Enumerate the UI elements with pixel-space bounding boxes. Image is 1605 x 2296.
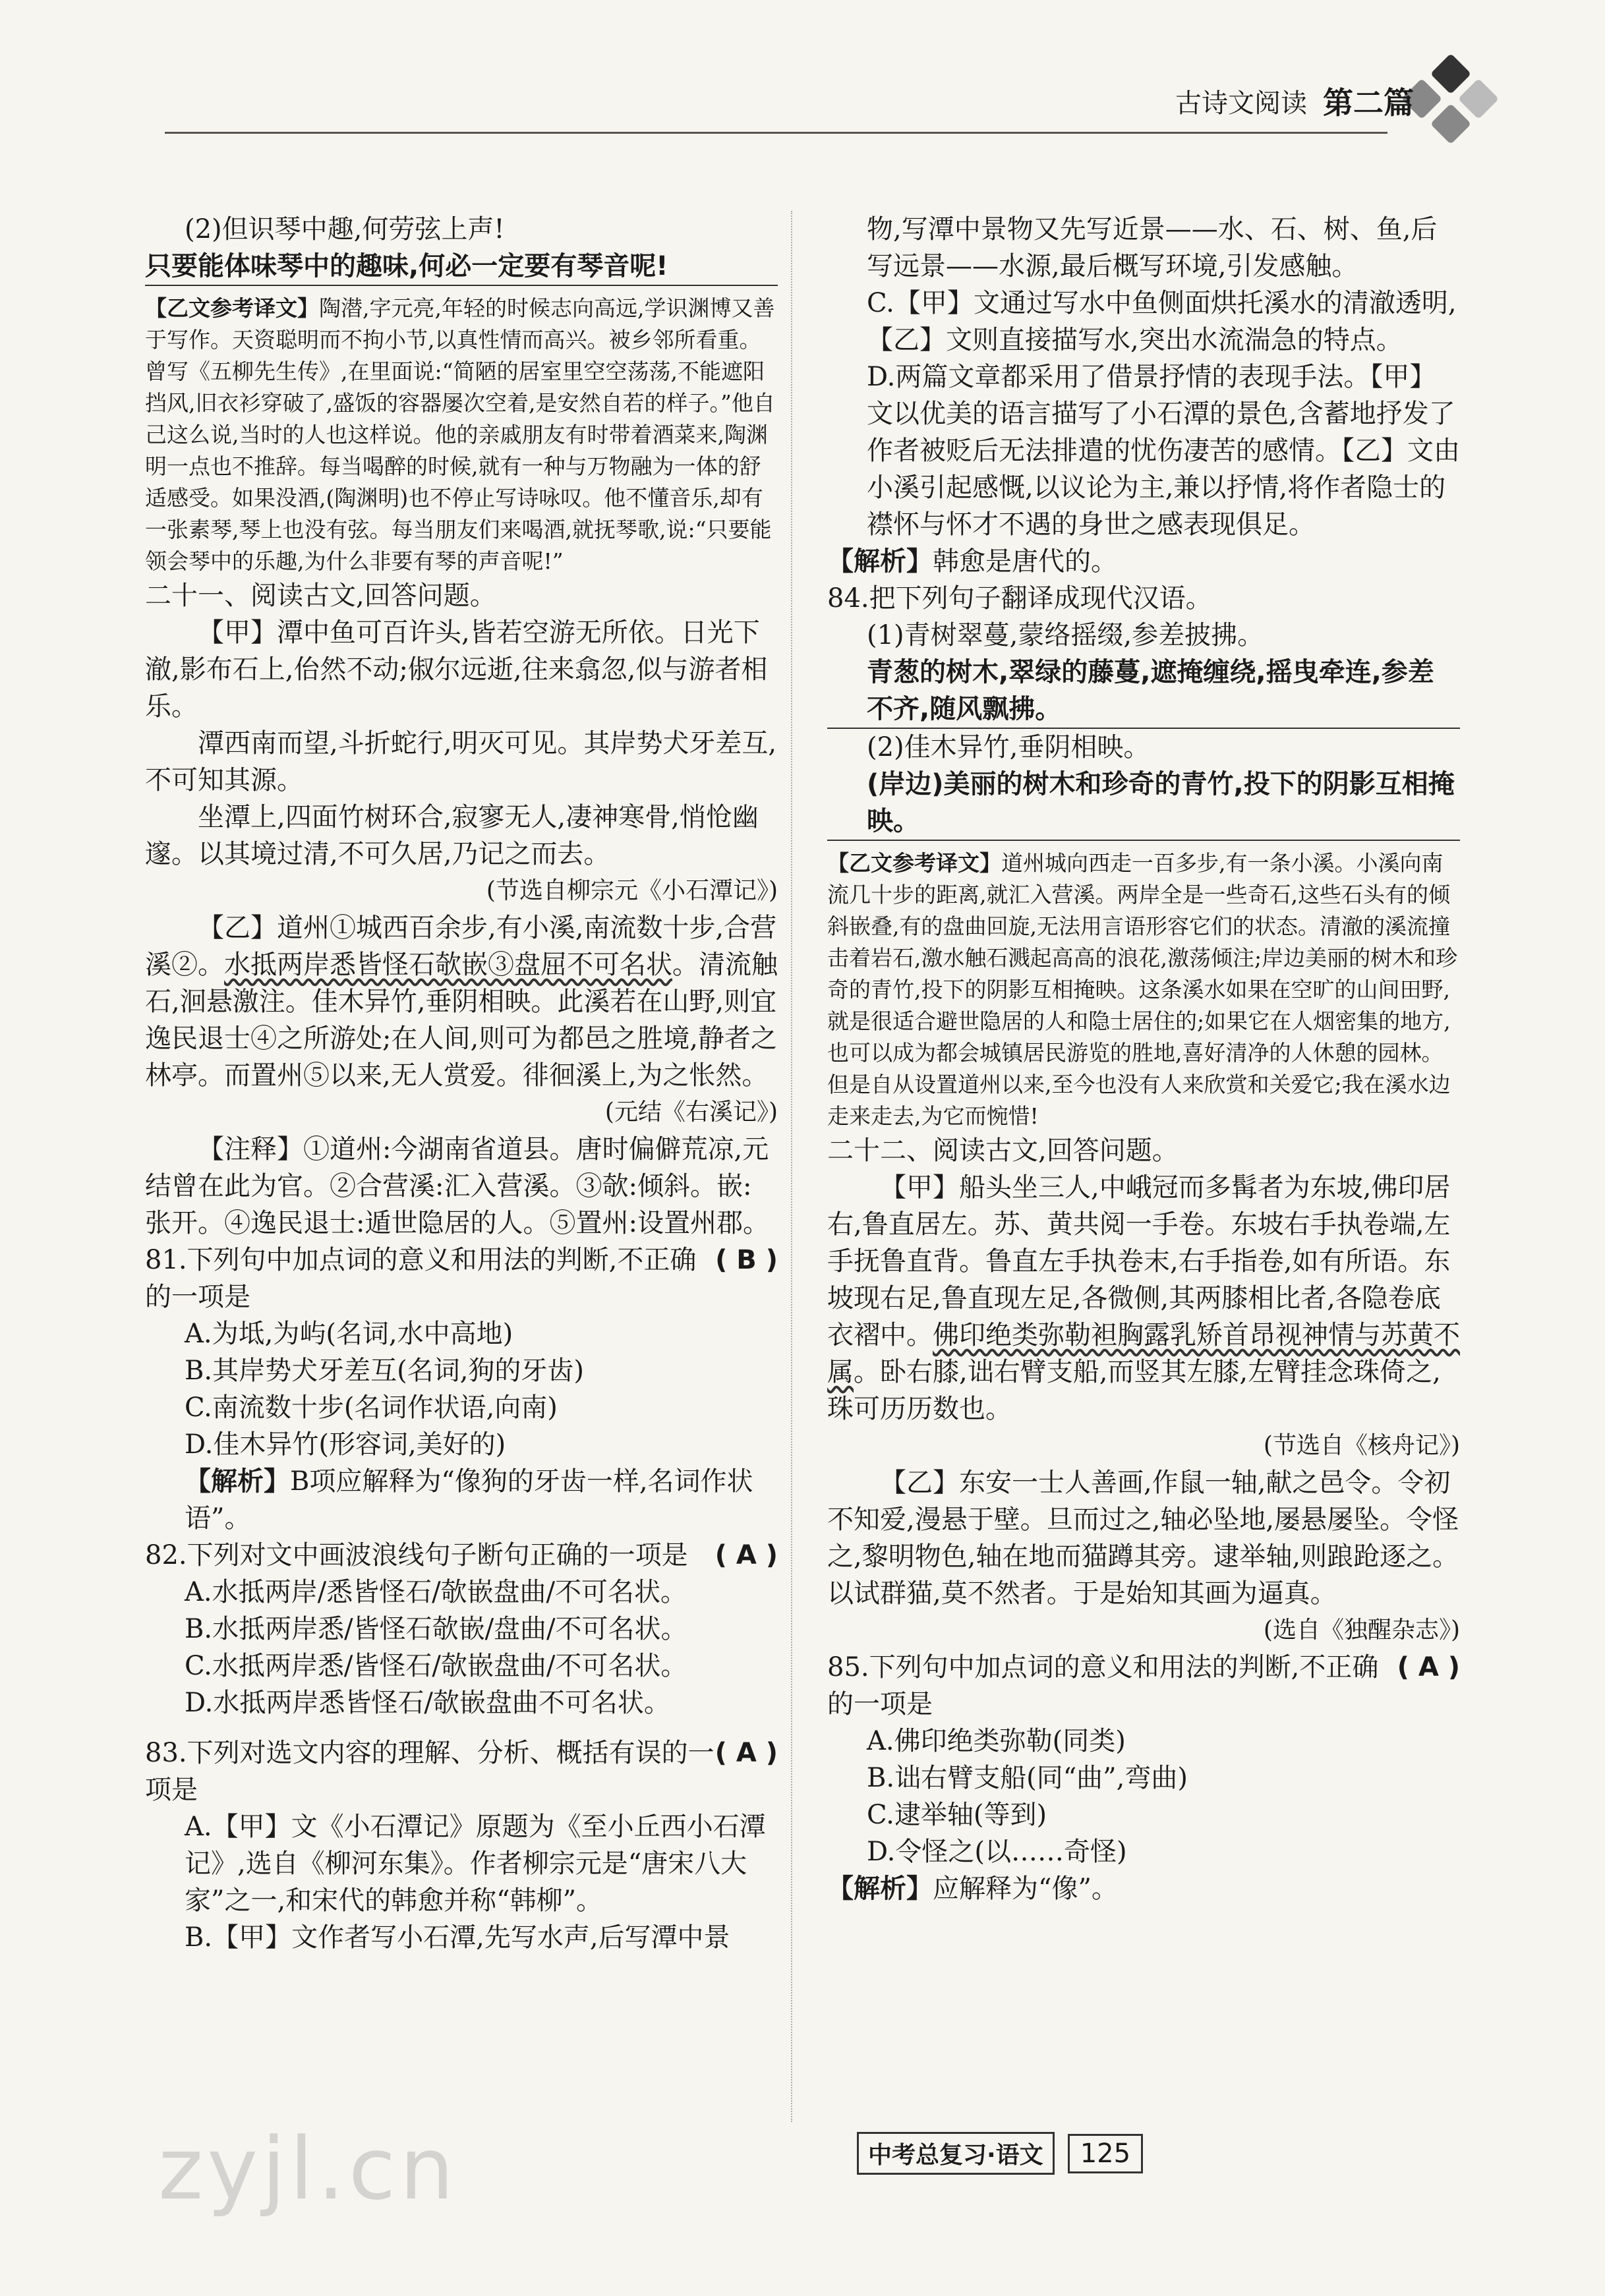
column-divider bbox=[791, 211, 792, 2122]
option: B.其岸势犬牙差互(名词,狗的牙齿) bbox=[185, 1356, 585, 1386]
translation-block bbox=[145, 293, 778, 577]
option: B.【甲】文作者写小石潭,先写水声,后写潭中景 bbox=[185, 1922, 730, 1953]
annotation-note: 【注释】①道州:今湖南省道县。唐时偏僻荒凉,元结曾在此为官。②合营溪:汇入营溪。③欹:倾斜。嵌:张开。④逸民退士:遁世隐居的人。⑤置州:设置州郡。 bbox=[145, 1134, 769, 1238]
option: D.两篇文章都采用了借景抒情的表现手法。【甲】文以优美的语言描写了小石潭的景色,含蓄地抒发了作者被贬后无法排遣的忧伤凄苦的感情。【乙】文由小溪引起感慨,以议论为主,兼以抒情,将作者隐士的襟怀与怀才不遇的身世之感表现俱足。 bbox=[867, 362, 1460, 540]
translation-tag: 【乙文参考译文】 bbox=[145, 295, 319, 321]
translation-text: 道州城向西走一百多步,有一条小溪。小溪向南流几十步的距离,就汇入营溪。两岸全是一些奇石,这些石头有的倾斜嵌叠,有的盘曲回旋,无法用言语形容它们的状态。清澈的溪流撞击着岩石,激水触石溅起高高的浪花,激荡倾注;岸边美丽的树木和珍奇的青竹,投下的阴影互相掩映。这条溪水如果在空旷的山间田野,就是很适合避世隐居的人和隐士居住的;如果它在人烟密集的地方,也可以成为都会城镇居民游览的胜地,喜好清净的人休憩的园林。但是自从设置道州以来,至今也没有人来欣赏和关爱它;我在溪水边走来走去,为它而惋惜! bbox=[827, 850, 1458, 1129]
option-continued: 物,写潭中景物又先写近景——水、石、树、鱼,后写远景——水源,最后概写环境,引发感触。 bbox=[867, 214, 1438, 281]
translation-text: 陶潜,字元亮,年轻的时候志向高远,学识渊博又善于写作。天资聪明而不拘小节,以真性情而高兴。被乡邻所看重。曾写《五柳先生传》,在里面说:“简陋的居室里空空荡荡,不能遮阳挡风,旧衣衫穿破了,盛饭的容器屡次空着,是安然自若的样子。”他自己这么说,当时的人也这样说。他的亲戚朋友有时带着酒菜来,陶渊明一点也不推辞。每当喝醉的时候,就有一种与万物融为一体的舒适感受。如果没酒,(陶渊明)也不停止写诗咏叹。他不懂音乐,却有一张素琴,琴上也没有弦。每当朋友们来喝酒,就抚琴歌,说:“只要能领会琴中的乐趣,为什么非要有琴的声音呢!” bbox=[145, 295, 775, 574]
question-85 bbox=[827, 1649, 1460, 1723]
option: D.令怪之(以……奇怪) bbox=[867, 1837, 1127, 1867]
passage-source: (选自《独醒杂志》) bbox=[1263, 1617, 1460, 1644]
answer-choice: ( A ) bbox=[1397, 1652, 1460, 1682]
passage-yi-a: 【乙】道州①城西百余步,有小溪,南流数十步,合营溪②。 bbox=[145, 913, 777, 980]
wavy-underline-sentence: 佛印绝类弥勒袒胸露乳矫首昂视神情与苏黄不属 bbox=[827, 1320, 1460, 1387]
passage-jia-p1: 【甲】潭中鱼可百许头,皆若空游无所依。日光下澈,影布石上,佁然不动;俶尔远逝,往来翕忽,似与游者相乐。 bbox=[145, 617, 768, 722]
option: C.水抵两岸悉/皆怪石/欹嵌盘曲/不可名状。 bbox=[185, 1651, 687, 1681]
answer-choice: ( B ) bbox=[715, 1245, 778, 1275]
analysis-tag: 【解析】 bbox=[827, 1874, 933, 1904]
passage-jia-p2: 潭西南而望,斗折蛇行,明灭可见。其岸势犬牙差互,不可知其源。 bbox=[145, 728, 777, 795]
question-line: (1)青树翠蔓,蒙络摇缀,参差披拂。 bbox=[867, 620, 1264, 650]
question-83 bbox=[145, 1735, 778, 1808]
section-22-title: 二十二、阅读古文,回答问题。 bbox=[827, 1135, 1179, 1166]
page-footer bbox=[857, 2132, 1143, 2175]
section-title: 古诗文阅读 bbox=[1175, 88, 1307, 119]
question-text: 83.下列对选文内容的理解、分析、概括有误的一项是 bbox=[145, 1738, 715, 1805]
option: B.水抵两岸悉/皆怪石欹嵌/盘曲/不可名状。 bbox=[185, 1614, 687, 1644]
option: A.水抵两岸/悉皆怪石/欹嵌盘曲/不可名状。 bbox=[185, 1577, 687, 1607]
analysis-tag: 【解析】 bbox=[185, 1466, 290, 1497]
page-number: 125 bbox=[1068, 2134, 1143, 2173]
right-column bbox=[827, 211, 1460, 1907]
question-81 bbox=[145, 1242, 778, 1315]
header-rule bbox=[165, 132, 1387, 134]
option: D.佳木异竹(形容词,美好的) bbox=[185, 1429, 506, 1460]
answer-choice: ( A ) bbox=[715, 1540, 778, 1570]
watermark: zyjl.cn bbox=[158, 2119, 458, 2219]
passage-source: (节选自柳宗元《小石潭记》) bbox=[486, 877, 778, 904]
analysis-text: 应解释为“像”。 bbox=[933, 1874, 1118, 1904]
analysis-tag: 【解析】 bbox=[827, 546, 933, 577]
book-title: 中考总复习·语文 bbox=[857, 2132, 1055, 2175]
analysis-text: 韩愈是唐代的。 bbox=[933, 546, 1117, 577]
analysis bbox=[145, 1463, 778, 1537]
answer-text: (岸边)美丽的树木和珍奇的青竹,投下的阴影互相掩映。 bbox=[827, 766, 1460, 841]
analysis bbox=[827, 543, 1460, 580]
question-84: 84.把下列句子翻译成现代汉语。 bbox=[827, 583, 1212, 614]
question-text: 82.下列对文中画波浪线句子断句正确的一项是 bbox=[145, 1540, 688, 1570]
question-line: (2)但识琴中趣,何劳弦上声! bbox=[185, 214, 505, 244]
option: D.水抵两岸悉皆怪石/欹嵌盘曲不可名状。 bbox=[185, 1688, 670, 1718]
option: A.为坻,为屿(名词,水中高地) bbox=[185, 1319, 513, 1349]
passage-yi-b: 。清流触石,洄悬激注。佳木异竹,垂阴相映。此溪若在山野,则宜逸民退士④之所游处;在人间,则可为都邑之胜境,静者之林亭。而置州⑤以来,无人赏爱。徘徊溪上,为之怅然。 bbox=[145, 950, 778, 1091]
option: C.南流数十步(名词作状语,向南) bbox=[185, 1392, 558, 1423]
header-hexagon-decoration bbox=[1407, 59, 1493, 158]
analysis bbox=[827, 1870, 1460, 1907]
answer-choice: ( A ) bbox=[715, 1738, 778, 1768]
passage-source: (元结《右溪记》) bbox=[604, 1099, 778, 1126]
option: A.佛印绝类弥勒(同类) bbox=[867, 1726, 1126, 1756]
passage-yi bbox=[145, 909, 778, 1094]
wavy-underline-sentence: 水抵两岸悉皆怪石欹嵌③盘屈不可名状 bbox=[224, 950, 672, 980]
passage-yi: 【乙】东安一士人善画,作鼠一轴,献之邑令。令初不知爱,漫悬于壁。旦而过之,轴必坠地,屡悬屡坠。令怪之,黎明物色,轴在地而猫蹲其旁。逮举轴,则踉跄逐之。以试群猫,莫不然者。于是始知其画为逼真。 bbox=[827, 1468, 1459, 1609]
option: C.逮举轴(等到) bbox=[867, 1800, 1047, 1830]
analysis-text: B项应解释为“像狗的牙齿一样,名词作状语”。 bbox=[185, 1466, 753, 1534]
page-header bbox=[1175, 79, 1414, 123]
translation-tag: 【乙文参考译文】 bbox=[827, 850, 1001, 876]
option: A.【甲】文《小石潭记》原题为《至小丘西小石潭记》,选自《柳河东集》。作者柳宗元是“唐宋八大家”之一,和宋代的韩愈并称“韩柳”。 bbox=[185, 1812, 766, 1916]
section-21-title: 二十一、阅读古文,回答问题。 bbox=[145, 581, 496, 611]
passage-source: (节选自《核舟记》) bbox=[1263, 1432, 1460, 1459]
question-text: 85.下列句中加点词的意义和用法的判断,不正确的一项是 bbox=[827, 1652, 1379, 1719]
answer-text: 只要能体味琴中的趣味,何必一定要有琴音呢! bbox=[145, 248, 778, 286]
passage-jia-p3: 坐潭上,四面竹树环合,寂寥无人,凄神寒骨,悄怆幽邃。以其境过清,不可久居,乃记之而去。 bbox=[145, 802, 759, 869]
part-title: 第二篇 bbox=[1323, 85, 1414, 121]
answer-text: 青葱的树木,翠绿的藤蔓,遮掩缠绕,摇曳牵连,参差不齐,随风飘拂。 bbox=[827, 654, 1460, 729]
option: C.【甲】文通过写水中鱼侧面烘托溪水的清澈透明,【乙】文则直接描写水,突出水流湍急的特点。 bbox=[867, 288, 1457, 355]
question-line: (2)佳木异竹,垂阴相映。 bbox=[867, 732, 1150, 762]
left-column bbox=[145, 211, 778, 1956]
passage-jia bbox=[827, 1169, 1460, 1427]
translation-block bbox=[827, 847, 1460, 1132]
passage-jia-b: 。卧右膝,诎右臂支船,而竖其左膝,左臂挂念珠倚之,珠可历历数也。 bbox=[827, 1357, 1441, 1424]
question-text: 81.下列句中加点词的意义和用法的判断,不正确的一项是 bbox=[145, 1245, 697, 1312]
question-82 bbox=[145, 1537, 778, 1574]
passage-jia-a: 【甲】船头坐三人,中峨冠而多髯者为东坡,佛印居右,鲁直居左。苏、黄共阅一手卷。东坡右手执卷端,左手抚鲁直背。鲁直左手执卷末,右手指卷,如有所语。东坡现右足,鲁直现左足,各微侧,其两膝相比者,各隐卷底衣褶中。 bbox=[827, 1172, 1451, 1350]
option: B.诎右臂支船(同“曲”,弯曲) bbox=[867, 1763, 1188, 1793]
